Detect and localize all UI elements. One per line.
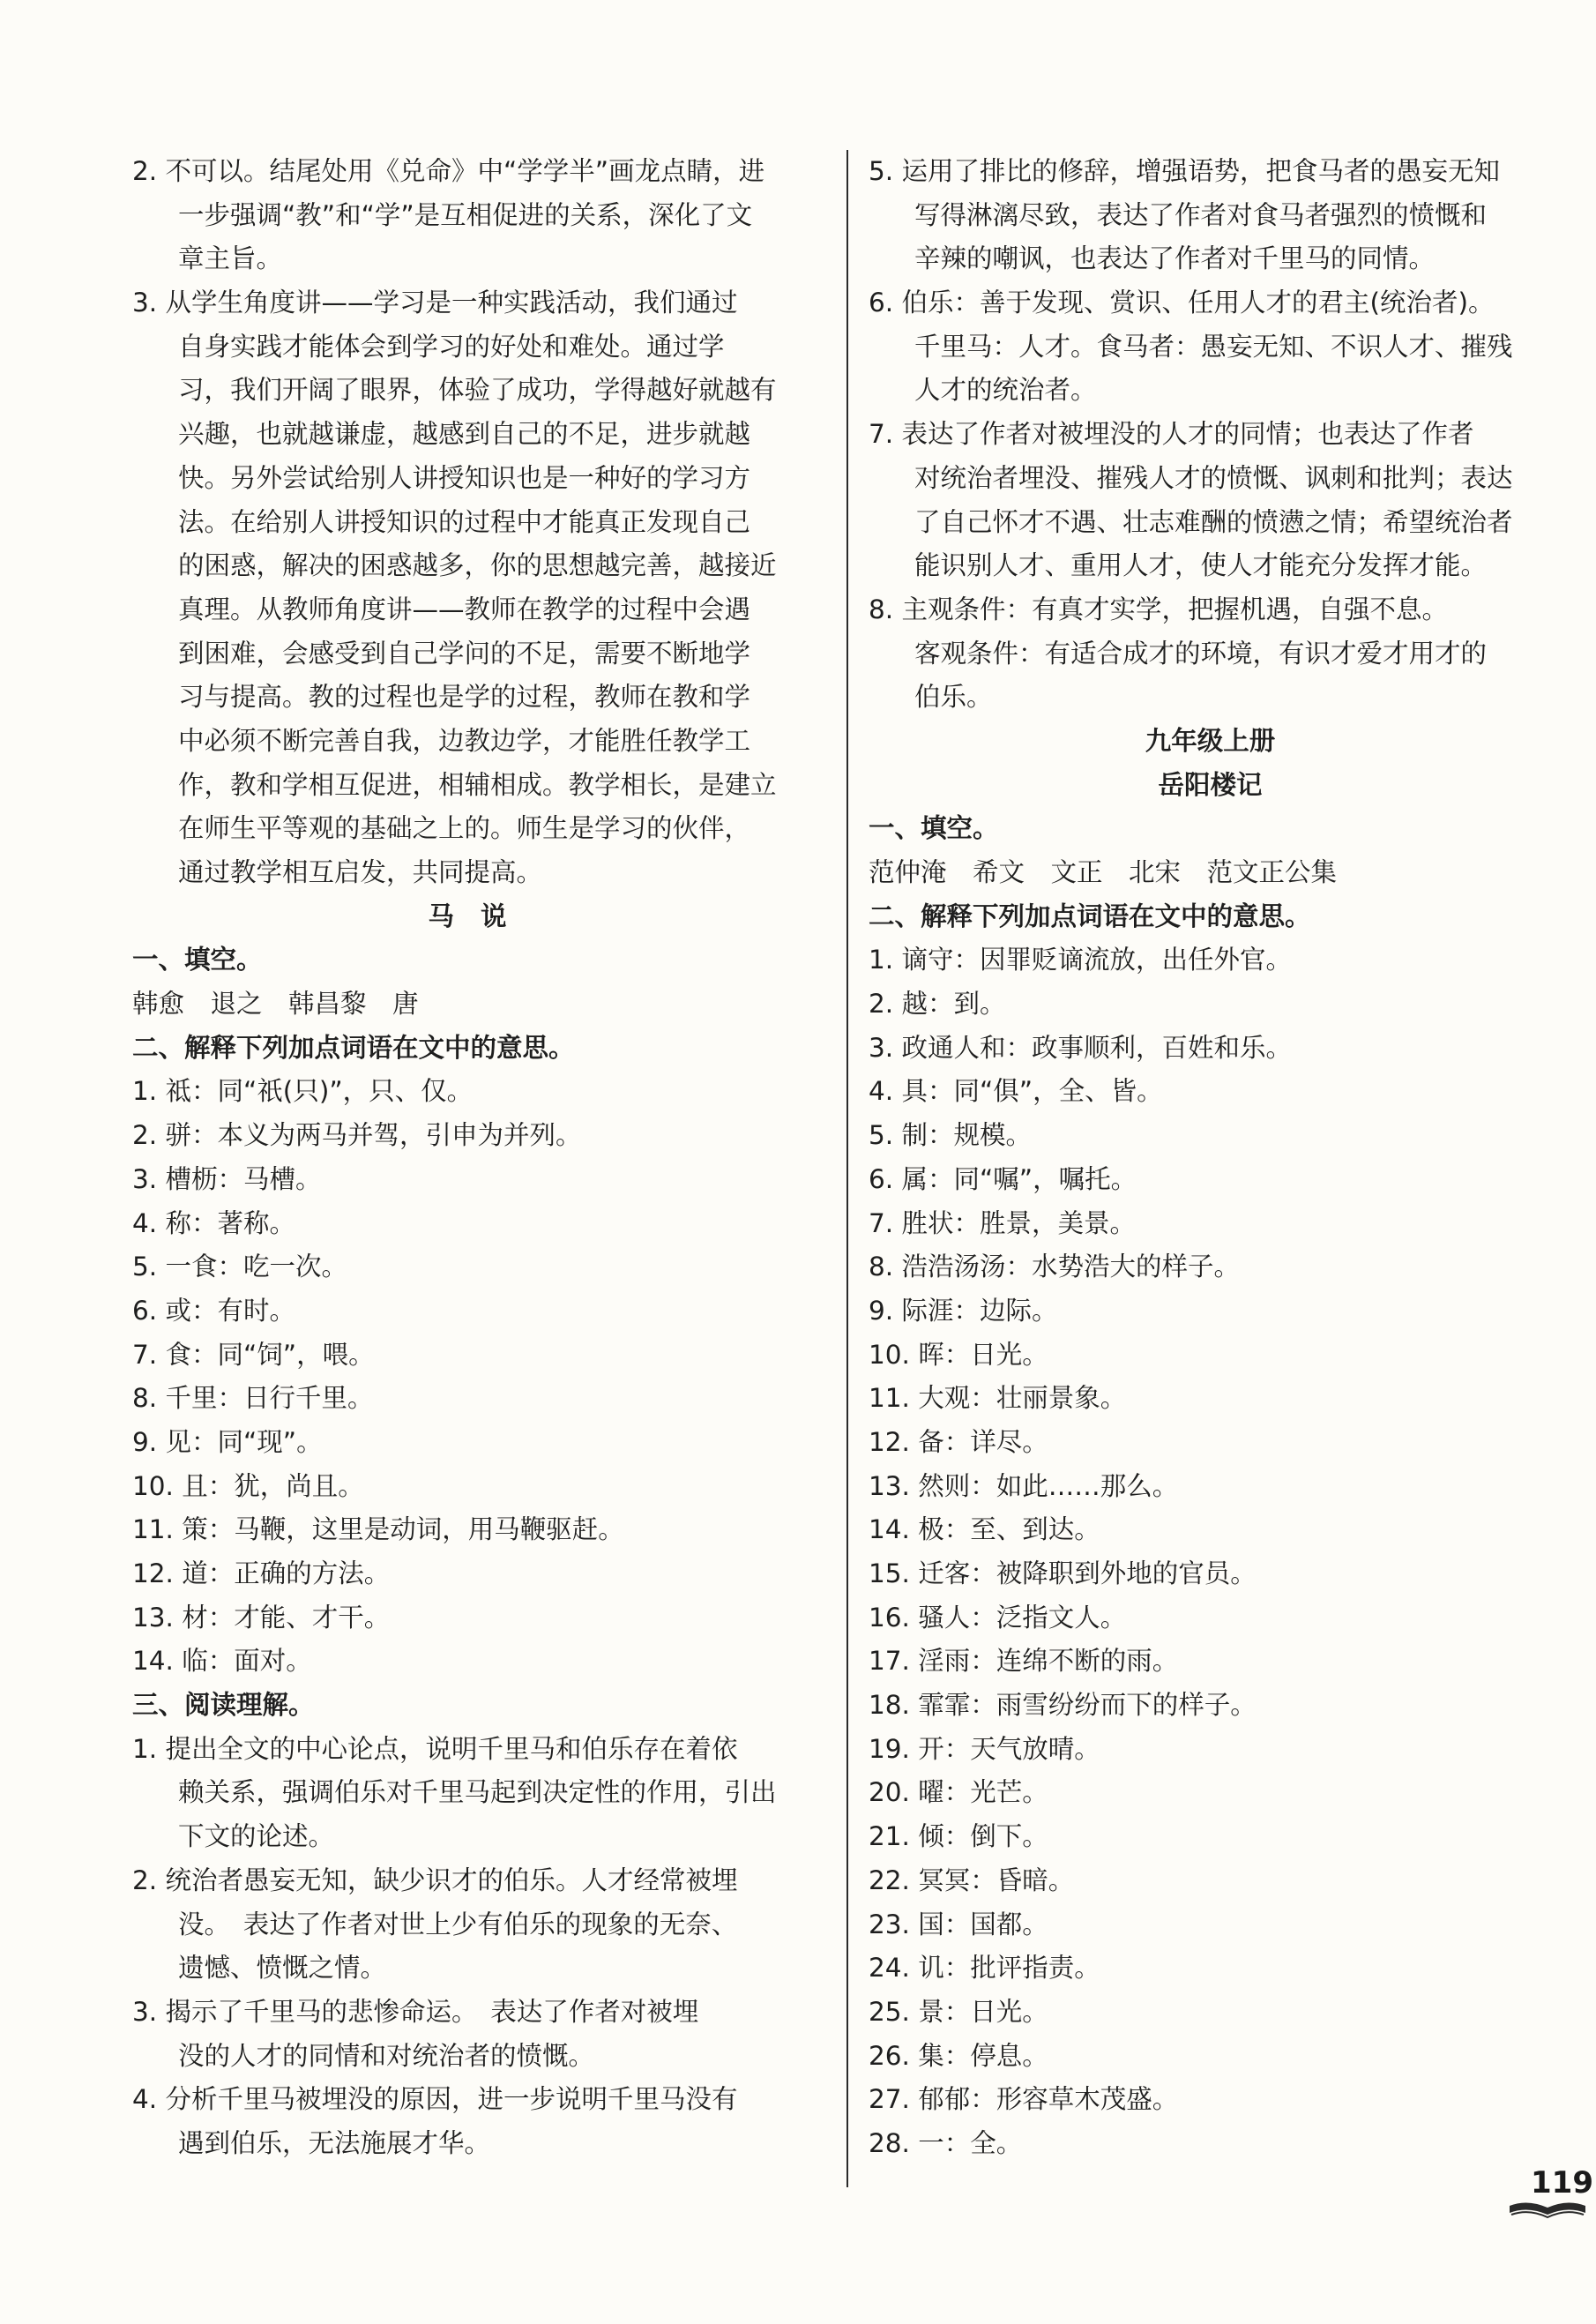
- answer-item: 17. 淫雨：连绵不断的雨。: [869, 1646, 1179, 1677]
- question-heading: 二、解释下列加点词语在文中的意思。: [869, 900, 1311, 931]
- column-divider: [846, 150, 848, 2187]
- answer-item: 1. 祗：同“祇(只)”，只、仅。: [132, 1076, 474, 1107]
- text-line: 伯乐。: [914, 682, 993, 713]
- text-line: 遗憾、愤慨之情。: [178, 1953, 387, 1984]
- open-book-icon: [1508, 2201, 1587, 2220]
- answer-item: 4. 具：同“俱”，全、皆。: [869, 1076, 1163, 1107]
- answer-item: 13. 然则：如此……那么。: [869, 1470, 1179, 1501]
- text-line: 中必须不断完善自我，边教边学，才能胜任教学工: [178, 725, 751, 756]
- page-number: 119: [1531, 2165, 1593, 2201]
- answer-item: 8. 千里：日行千里。: [132, 1383, 374, 1414]
- answer-item: 5. 制：规模。: [869, 1120, 1033, 1151]
- answer-item: 2. 越：到。: [869, 989, 1006, 1020]
- answer-item: 14. 极：至、到达。: [869, 1514, 1100, 1545]
- answer-item: 10. 且：犹，尚且。: [132, 1470, 364, 1501]
- answer-item: 15. 迁客：被降职到外地的官员。: [869, 1558, 1257, 1588]
- answer-item: 5. 一食：吃一次。: [132, 1252, 348, 1282]
- answer-item: 7. 食：同“饲”，喂。: [132, 1339, 375, 1370]
- answer-item: 1. 提出全文的中心论点，说明千里马和伯乐存在着依: [132, 1733, 738, 1764]
- answer-item: 3. 从学生角度讲——学习是一种实践活动，我们通过: [132, 288, 738, 318]
- text-line: 能识别人才、重用人才，使人才能充分发挥才能。: [914, 550, 1488, 581]
- answer-item: 11. 大观：壮丽景象。: [869, 1383, 1127, 1414]
- answer-item: 20. 曜：光芒。: [869, 1777, 1048, 1808]
- text-line: 通过教学相互启发，共同提高。: [178, 857, 543, 887]
- answer-item: 27. 郁郁：形容草木茂盛。: [869, 2084, 1179, 2115]
- text-line: 到困难，会感受到自己学问的不足，需要不断地学: [178, 638, 751, 669]
- answer-item: 6. 或：有时。: [132, 1295, 296, 1326]
- answer-item: 24. 讥：批评指责。: [869, 1953, 1100, 1984]
- section-title: 马说: [428, 900, 533, 931]
- text-line: 没的人才的同情和对统治者的愤慨。: [178, 2040, 595, 2071]
- text-line: 快。另外尝试给别人讲授知识也是一种好的学习方: [178, 462, 751, 493]
- text-line: 章主旨。: [178, 243, 283, 274]
- text-line: 作，教和学相互促进，相辅相成。教学相长，是建立: [178, 769, 777, 800]
- answer-item: 4. 称：著称。: [132, 1207, 296, 1238]
- answer-item: 18. 霏霏：雨雪纷纷而下的样子。: [869, 1690, 1257, 1721]
- text-line: 一步强调“教”和“学”是互相促进的关系，深化了文: [178, 199, 753, 230]
- text-line: 习与提高。教的过程也是学的过程，教师在教和学: [178, 682, 751, 713]
- text-line: 在师生平等观的基础之上的。师生是学习的伙伴，: [178, 813, 751, 844]
- text-line: 兴趣，也就越谦虚，越感到自己的不足，进步就越: [178, 419, 751, 450]
- section-title: 岳阳楼记: [1158, 769, 1263, 800]
- text-line: 写得淋漓尽致，表达了作者对食马者强烈的愤慨和: [914, 199, 1488, 230]
- text-line: 千里马：人才。食马者：愚妄无知、不识人才、摧残: [914, 331, 1513, 362]
- text-line: 人才的统治者。: [914, 375, 1097, 406]
- answer-item: 9. 际涯：边际。: [869, 1295, 1058, 1326]
- answer-item: 6. 伯乐：善于发现、赏识、任用人才的君主(统治者)。: [869, 288, 1495, 318]
- question-heading: 三、阅读理解。: [132, 1690, 315, 1721]
- answer-item: 25. 景：日光。: [869, 1996, 1048, 2027]
- text-line: 没。 表达了作者对世上少有伯乐的现象的无奈、: [178, 1909, 738, 1939]
- text-line: 对统治者埋没、摧残人才的愤慨、讽刺和批判；表达: [914, 462, 1513, 493]
- answer-item: 2. 不可以。结尾处用《兑命》中“学学半”画龙点睛，进: [132, 156, 765, 186]
- answer-item: 13. 材：才能、才干。: [132, 1602, 391, 1633]
- answer-item: 16. 骚人：泛指文人。: [869, 1602, 1127, 1633]
- text-line: 自身实践才能体会到学习的好处和难处。通过学: [178, 331, 725, 362]
- text-line: 遇到伯乐，无法施展才华。: [178, 2127, 491, 2158]
- text-line: 真理。从教师角度讲——教师在教学的过程中会遇: [178, 594, 751, 624]
- answer-item: 26. 集：停息。: [869, 2040, 1048, 2071]
- text-line: 法。在给别人讲授知识的过程中才能真正发现自己: [178, 506, 751, 537]
- answer-item: 21. 倾：倒下。: [869, 1821, 1048, 1852]
- question-heading: 二、解释下列加点词语在文中的意思。: [132, 1032, 575, 1063]
- answer-item: 7. 胜状：胜景，美景。: [869, 1207, 1137, 1238]
- answer-item: 19. 开：天气放晴。: [869, 1733, 1100, 1764]
- question-heading: 一、填空。: [869, 813, 999, 844]
- answer-item: 28. 一：全。: [869, 2127, 1023, 2158]
- answer-item: 3. 政通人和：政事顺利，百姓和乐。: [869, 1032, 1293, 1063]
- answer-item: 4. 分析千里马被埋没的原因，进一步说明千里马没有: [132, 2084, 738, 2115]
- answer-item: 1. 谪守：因罪贬谪流放，出任外官。: [869, 945, 1293, 975]
- text-line: 的困惑，解决的困惑越多，你的思想越完善，越接近: [178, 550, 777, 581]
- answer-item: 8. 主观条件：有真才实学，把握机遇，自强不息。: [869, 594, 1449, 624]
- answer-item: 11. 策：马鞭，这里是动词，用马鞭驱赶。: [132, 1514, 624, 1545]
- text-line: 习，我们开阔了眼界，体验了成功，学得越好就越有: [178, 375, 777, 406]
- text-line: 客观条件：有适合成才的环境，有识才爱才用才的: [914, 638, 1488, 669]
- right-column: [869, 150, 1552, 2166]
- left-column: [132, 150, 829, 2166]
- answer-item: 2. 统治者愚妄无知，缺少识才的伯乐。人才经常被埋: [132, 1864, 738, 1895]
- text-line: 下文的论述。: [178, 1821, 335, 1852]
- answer-item: 8. 浩浩汤汤：水势浩大的样子。: [869, 1252, 1241, 1282]
- text-line: 了自己怀才不遇、壮志难酬的愤懑之情；希望统治者: [914, 506, 1513, 537]
- answer-line: 韩愈 退之 韩昌黎 唐: [132, 989, 419, 1020]
- section-title: 九年级上册: [1145, 725, 1276, 756]
- answer-item: 3. 揭示了千里马的悲惨命运。 表达了作者对被埋: [132, 1996, 699, 2027]
- answer-item: 9. 见：同“现”。: [132, 1426, 323, 1457]
- answer-item: 12. 道：正确的方法。: [132, 1558, 391, 1588]
- answer-item: 10. 晖：日光。: [869, 1339, 1048, 1370]
- answer-item: 5. 运用了排比的修辞，增强语势，把食马者的愚妄无知: [869, 156, 1501, 186]
- answer-item: 6. 属：同“嘱”，嘱托。: [869, 1163, 1137, 1194]
- answer-line: 范仲淹 希文 文正 北宋 范文正公集: [869, 857, 1338, 887]
- text-line: 辛辣的嘲讽，也表达了作者对千里马的同情。: [914, 243, 1436, 274]
- answer-item: 7. 表达了作者对被埋没的人才的同情；也表达了作者: [869, 419, 1474, 450]
- answer-item: 23. 国：国都。: [869, 1909, 1048, 1939]
- text-line: 赖关系，强调伯乐对千里马起到决定性的作用，引出: [178, 1777, 777, 1808]
- answer-item: 22. 冥冥：昏暗。: [869, 1864, 1075, 1895]
- answer-item: 2. 骈：本义为两马并驾，引申为并列。: [132, 1120, 582, 1151]
- answer-item: 14. 临：面对。: [132, 1646, 312, 1677]
- page-number-badge: [1508, 2165, 1596, 2218]
- answer-item: 12. 备：详尽。: [869, 1426, 1048, 1457]
- question-heading: 一、填空。: [132, 945, 263, 975]
- answer-item: 3. 槽枥：马槽。: [132, 1163, 322, 1194]
